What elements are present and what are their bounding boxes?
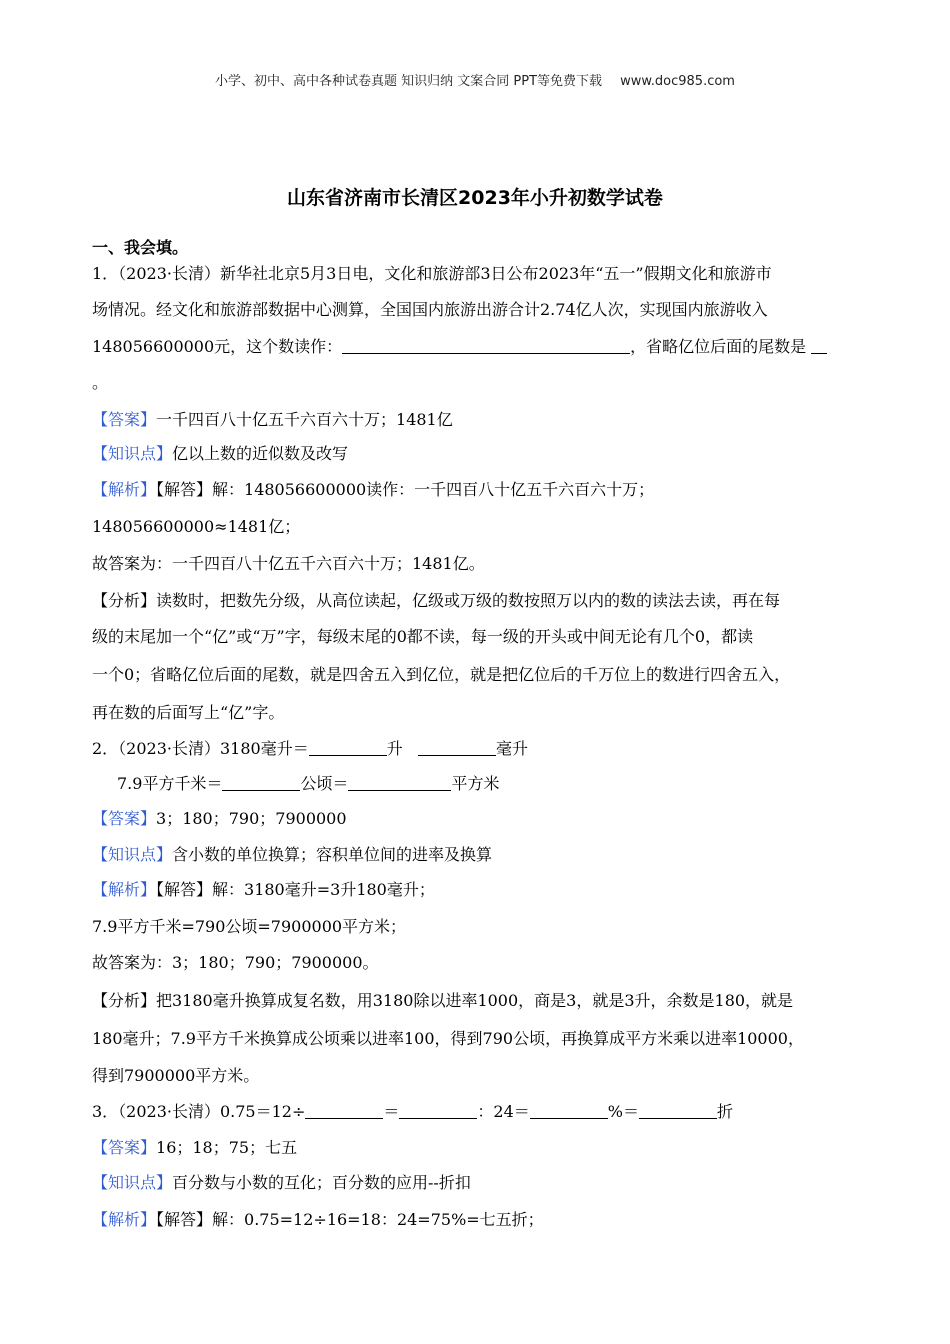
knowledge-tag: 【知识点】 <box>92 1173 173 1192</box>
answer-text: 3；180；790；7900000 <box>156 809 347 828</box>
q2-text-e: 公顷＝ <box>300 774 349 793</box>
knowledge-text: 百分数与小数的互化；百分数的应用--折扣 <box>172 1173 471 1192</box>
q3-text-e: 折 <box>717 1102 734 1121</box>
analysis-text: 【解答】解：148056600000读作：一千四百八十亿五千六百六十万； <box>156 480 655 499</box>
answer-tag: 【答案】 <box>92 1138 157 1157</box>
q3-knowledge <box>92 1170 471 1193</box>
q2-analysis-2: 7.9平方千米=790公顷=7900000平方米； <box>92 917 407 936</box>
page-title: 山东省济南市长清区2023年小升初数学试卷 <box>287 187 663 209</box>
q2-text-d: 7.9平方千米＝ <box>117 774 223 793</box>
q1-line-4: 。 <box>92 373 109 392</box>
knowledge-text: 含小数的单位换算；容积单位间的进率及换算 <box>172 845 493 864</box>
q1-line-3 <box>92 334 827 357</box>
q1-analysis-3: 故答案为：一千四百八十亿五千六百六十万；1481亿。 <box>92 554 485 573</box>
q3-line-1 <box>92 1099 733 1122</box>
analysis-tag: 【解析】 <box>92 480 157 499</box>
q2-text-c: 毫升 <box>496 739 529 758</box>
q1-answer <box>92 407 453 430</box>
q2-text-f: 平方米 <box>451 774 500 793</box>
knowledge-text: 亿以上数的近似数及改写 <box>172 444 349 463</box>
q2-text-b: 升 <box>386 739 403 758</box>
q2-analysis-3: 故答案为：3；180；790；7900000。 <box>92 953 379 972</box>
knowledge-tag: 【知识点】 <box>92 444 173 463</box>
q2-explain-1: 【分析】把3180毫升换算成复名数，用3180除以进率1000，商是3，就是3升，余数是180，就是 <box>92 991 794 1010</box>
answer-blank[interactable] <box>418 739 496 756</box>
q2-line-1 <box>92 736 528 759</box>
q1-explain-2: 级的末尾加一个“亿”或“万”字，每级末尾的0都不读，每一级的开头或中间无论有几个0，都读 <box>92 627 754 646</box>
knowledge-tag: 【知识点】 <box>92 845 173 864</box>
answer-tag: 【答案】 <box>92 410 157 429</box>
answer-blank[interactable] <box>305 1102 383 1119</box>
header-text: 小学、初中、高中各种试卷真题 知识归纳 文案合同 PPT等免费下载 <box>215 74 603 89</box>
section-heading: 一、我会填。 <box>92 238 189 257</box>
page-header <box>0 70 950 89</box>
answer-blank[interactable] <box>309 739 387 756</box>
q1-analysis <box>92 477 654 500</box>
q2-answer <box>92 806 347 829</box>
answer-blank[interactable] <box>811 337 827 354</box>
q2-line-2 <box>117 771 499 794</box>
answer-blank[interactable] <box>639 1102 717 1119</box>
q1-explain-4: 再在数的后面写上“亿”字。 <box>92 703 285 722</box>
q3-analysis <box>92 1207 544 1230</box>
answer-blank[interactable] <box>348 774 451 791</box>
q3-text-a: 3．（2023·长清）0.75＝12÷ <box>92 1102 306 1121</box>
answer-blank[interactable] <box>530 1102 608 1119</box>
analysis-tag: 【解析】 <box>92 880 157 899</box>
answer-blank[interactable] <box>399 1102 477 1119</box>
q3-text-b: ＝ <box>383 1102 400 1121</box>
q1-line-3-text2: ，省略亿位后面的尾数是 <box>630 337 807 356</box>
q3-answer <box>92 1135 297 1158</box>
answer-tag: 【答案】 <box>92 809 157 828</box>
q1-analysis-2: 148056600000≈1481亿； <box>92 517 301 536</box>
answer-blank[interactable] <box>222 774 300 791</box>
analysis-text: 【解答】解：3180毫升=3升180毫升； <box>156 880 435 899</box>
answer-text: 16；18；75；七五 <box>156 1138 298 1157</box>
q1-explain-3: 一个0；省略亿位后面的尾数，就是四舍五入到亿位，就是把亿位后的千万位上的数进行四舍五入， <box>92 665 791 684</box>
q3-text-c: ：24＝ <box>477 1102 530 1121</box>
q2-explain-2: 180毫升；7.9平方千米换算成公顷乘以进率100，得到790公顷，再换算成平方米乘以进率10000， <box>92 1029 804 1048</box>
q3-text-d: %＝ <box>607 1102 639 1121</box>
answer-blank[interactable] <box>342 337 630 354</box>
q2-analysis <box>92 877 435 900</box>
q2-knowledge <box>92 842 492 865</box>
q1-explain-1: 【分析】读数时，把数先分级，从高位读起，亿级或万级的数按照万以内的数的读法去读，再在每 <box>92 591 781 610</box>
q1-knowledge <box>92 441 348 464</box>
analysis-text: 【解答】解：0.75=12÷16=18：24=75%=七五折； <box>156 1210 544 1229</box>
q1-line-3-text: 148056600000元，这个数读作： <box>92 337 343 356</box>
q2-explain-3: 得到7900000平方米。 <box>92 1066 260 1085</box>
answer-text: 一千四百八十亿五千六百六十万；1481亿 <box>156 410 453 429</box>
analysis-tag: 【解析】 <box>92 1210 157 1229</box>
header-url[interactable]: www.doc985.com <box>620 74 735 89</box>
q2-text-a: 2．（2023·长清）3180毫升＝ <box>92 739 309 758</box>
q1-line-1: 1．（2023·长清）新华社北京5月3日电，文化和旅游部3日公布2023年“五一”假期文化和旅游市 <box>92 264 772 283</box>
q1-line-2: 场情况。经文化和旅游部数据中心测算，全国国内旅游出游合计2.74亿人次，实现国内旅游收入 <box>92 300 768 319</box>
